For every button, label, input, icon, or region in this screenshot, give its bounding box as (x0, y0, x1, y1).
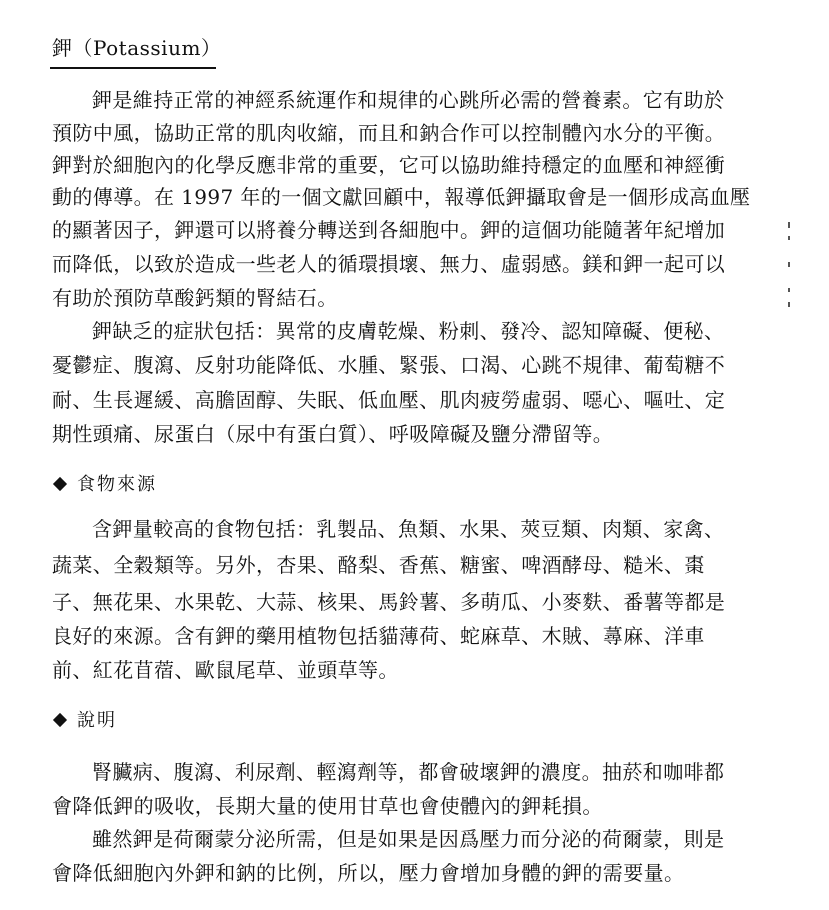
title-underline (50, 67, 216, 69)
text-line: 會降低細胞內外鉀和鈉的比例，所以，壓力會增加身體的鉀的需要量。 (52, 861, 685, 885)
text-line: 雖然鉀是荷爾蒙分泌所需，但是如果是因爲壓力而分泌的荷爾蒙，則是 (92, 827, 725, 851)
text-line: 良好的來源。含有鉀的藥用植物包括貓薄荷、蛇麻草、木賊、蕁麻、洋車 (52, 624, 705, 648)
text-line: 腎臟病、腹瀉、利尿劑、輕瀉劑等，都會破壞鉀的濃度。抽菸和咖啡都 (92, 760, 725, 784)
text-line: 的顯著因子，鉀還可以將養分轉送到各細胞中。鉀的這個功能隨著年紀增加 (52, 218, 726, 242)
scan-mark (788, 222, 790, 228)
text-line: 而降低，以致於造成一些老人的循環損壞、無力、虛弱感。鎂和鉀一起可以 (52, 252, 726, 276)
text-line: 憂鬱症、腹瀉、反射功能降低、水腫、緊張、口渴、心跳不規律、葡萄糖不 (52, 353, 726, 377)
section-heading-food-sources (52, 472, 157, 498)
diamond-bullet-icon (53, 477, 67, 491)
scan-margin-marks (786, 222, 792, 312)
text-line: 含鉀量較高的食物包括：乳製品、魚類、水果、莢豆類、肉類、家禽、 (92, 517, 725, 541)
diamond-bullet-icon (53, 713, 67, 727)
text-line: 期性頭痛、尿蛋白（尿中有蛋白質）、呼吸障礙及鹽分滯留等。 (52, 422, 614, 446)
text-line: 子、無花果、水果乾、大蒜、核果、馬鈴薯、多萌瓜、小麥麩、番薯等都是 (52, 590, 726, 614)
text-line: 鉀缺乏的症狀包括：異常的皮膚乾燥、粉刺、發冷、認知障礙、便秘、 (92, 319, 725, 343)
page-title: 鉀（Potassium） (52, 36, 222, 60)
text-line: 會降低鉀的吸收，長期大量的使用甘草也會使體內的鉀耗損。 (52, 794, 603, 818)
text-line: 鉀對於細胞內的化學反應非常的重要，它可以協助維持穩定的血壓和神經衝 (52, 153, 726, 177)
text-line: 鉀是維持正常的神經系統運作和規律的心跳所必需的營養素。它有助於 (92, 88, 725, 112)
text-line: 前、紅花苜蓿、歐鼠尾草、並頭草等。 (52, 658, 399, 682)
text-line: 蔬菜、全穀類等。另外，杏果、酪梨、香蕉、糖蜜、啤酒酵母、糙米、棗 (52, 553, 705, 577)
scan-mark (788, 288, 790, 292)
section-heading-explanation (52, 708, 117, 734)
text-line: 動的傳導。在 1997 年的一個文獻回顧中，報導低鉀攝取會是一個形成高血壓 (52, 185, 751, 209)
scan-mark (788, 262, 790, 267)
text-line: 有助於預防草酸鈣類的腎結石。 (52, 286, 338, 310)
scan-mark (788, 302, 790, 307)
section-heading-label: 食物來源 (77, 474, 157, 495)
scan-mark (788, 236, 790, 240)
text-line: 預防中風，協助正常的肌肉收縮，而且和鈉合作可以控制體內水分的平衡。 (52, 121, 726, 145)
section-heading-label: 說明 (77, 710, 117, 731)
text-line: 耐、生長遲緩、高膽固醇、失眠、低血壓、肌肉疲勞虛弱、噁心、嘔吐、定 (52, 388, 726, 412)
